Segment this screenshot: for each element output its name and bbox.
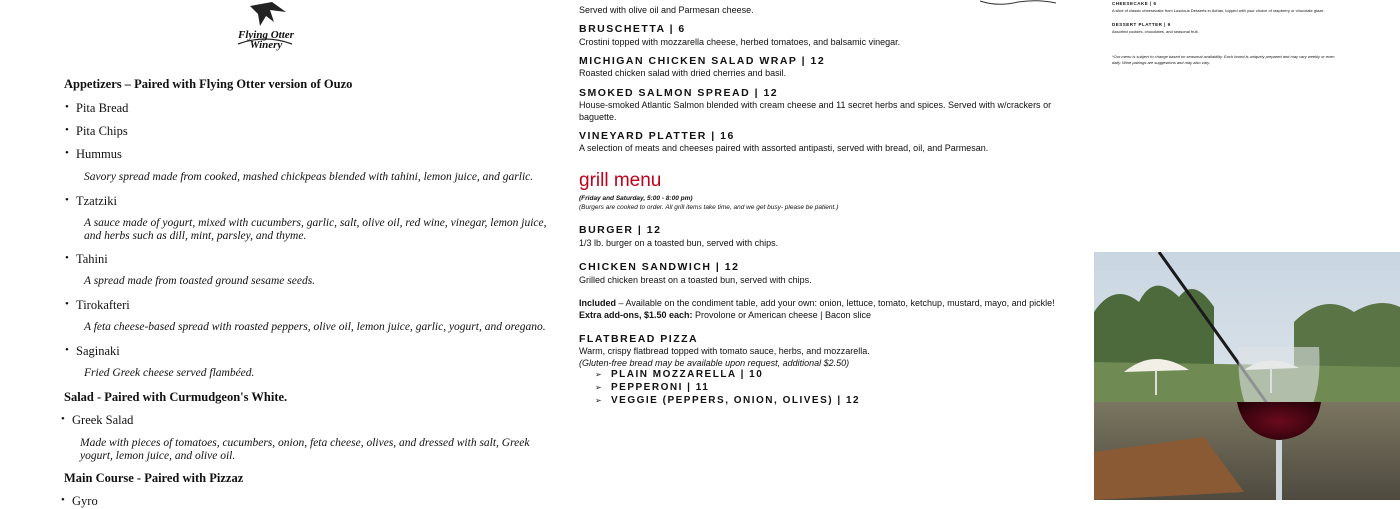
item-saginaki: • Saginaki: [76, 344, 120, 359]
flatbread-pizza-title: FLATBREAD PIZZA: [579, 333, 699, 345]
item-tzatziki: • Tzatziki: [76, 194, 117, 209]
arrow-bullet-icon: ➢: [595, 370, 602, 379]
winery-logo-fragment-icon: [978, 0, 1058, 6]
included-text: – Available on the condiment table, add your own: onion, lettuce, tomato, ketchup, mustard, mayo, and pickle!: [616, 298, 1055, 308]
menu-change-note-line2: daily. Wine pairings are suggestions and may also vary.: [1112, 60, 1211, 65]
item-tahini: • Tahini: [76, 252, 108, 267]
tirokafteri-description: A feta cheese-based spread with roasted peppers, olive oil, lemon juice, garlic, yogurt, and oregano.: [84, 321, 546, 333]
michigan-wrap-description: Roasted chicken salad with dried cherries and basil.: [579, 68, 787, 78]
tzatziki-description-line2: and herbs such as dill, mint, parsley, and thyme.: [84, 230, 307, 242]
heading-salad: Salad - Paired with Curmudgeon's White.: [64, 390, 288, 404]
wine-bar-menu-panel: [560, 0, 1095, 500]
olive-oil-note: Served with olive oil and Parmesan cheese.: [579, 5, 754, 15]
hummus-description: Savory spread made from cooked, mashed chickpeas blended with tahini, lemon juice, and garlic.: [84, 171, 534, 183]
heading-main-course: Main Course - Paired with Pizzaz: [64, 471, 244, 485]
arrow-bullet-icon: ➢: [595, 383, 602, 392]
cheesecake-title: CHEESECAKE | 6: [1112, 1, 1157, 6]
salmon-spread-description-line2: baguette.: [579, 112, 617, 122]
dessert-platter-description: Assorted cookies, chocolates, and seasonal fruit.: [1112, 29, 1199, 34]
wine-glass-photo: [1094, 252, 1400, 500]
item-pita-bread: • Pita Bread: [76, 101, 128, 116]
gluten-free-note: (Gluten-free bread may be available upon request, additional $2.50): [579, 358, 850, 368]
included-label: Included: [579, 298, 617, 308]
item-tirokafteri: • Tirokafteri: [76, 298, 130, 313]
extra-label: Extra add-ons, $1.50 each:: [579, 310, 693, 320]
arrow-bullet-icon: ➢: [595, 396, 602, 405]
item-gyro: • Gyro: [72, 494, 98, 509]
grill-hours-note: (Friday and Saturday, 5:00 - 8:00 pm): [579, 195, 693, 202]
vineyard-platter-description: A selection of meats and cheeses paired with assorted antipasti, served with bread, oil, and Parmesan.: [579, 143, 989, 153]
dessert-platter-title: DESSERT PLATTER | 9: [1112, 22, 1171, 27]
vineyard-platter-title: VINEYARD PLATTER | 16: [579, 130, 735, 142]
chicken-sandwich-title: CHICKEN SANDWICH | 12: [579, 261, 740, 273]
burger-description: 1/3 lb. burger on a toasted bun, served with chips.: [579, 238, 779, 248]
greek-salad-description-line1: Made with pieces of tomatoes, cucumbers, onion, feta cheese, olives, and dressed with salt, Greek: [80, 437, 530, 449]
condiments-note: [579, 297, 1055, 309]
logo-line1: Flying Otter: [238, 29, 294, 41]
extra-text: Provolone or American cheese | Bacon slice: [692, 310, 871, 320]
greek-salad-description-line2: yogurt, lemon juice, and olive oil.: [80, 450, 236, 462]
pizza-option-plain: PLAIN MOZZARELLA | 10: [611, 369, 764, 380]
dessert-menu-panel: [1105, 0, 1395, 250]
saginaki-description: Fried Greek cheese served flambéed.: [84, 367, 255, 379]
heading-appetizers: Appetizers – Paired with Flying Otter version of Ouzo: [64, 77, 353, 91]
pizza-option-veggie: VEGGIE (PEPPERS, ONION, OLIVES) | 12: [611, 395, 861, 406]
logo-line2: Winery: [249, 39, 283, 51]
bruschetta-description: Crostini topped with mozzarella cheese, herbed tomatoes, and balsamic vinegar.: [579, 37, 901, 47]
salmon-spread-description-line1: House-smoked Atlantic Salmon blended with cream cheese and 11 secret herbs and spices. Served with w/crackers or: [579, 100, 1052, 110]
michigan-wrap-title: MICHIGAN CHICKEN SALAD WRAP | 12: [579, 55, 826, 67]
flatbread-pizza-description: Warm, crispy flatbread topped with tomato sauce, herbs, and mozzarella.: [579, 346, 870, 356]
cheesecake-description: A slice of classic cheesecake from Luscious Desserts in Adrian, topped with your choice of raspberry or chocolate glaze.: [1112, 8, 1325, 13]
appetizer-menu-panel: [0, 0, 560, 508]
winery-logo-text: [236, 30, 296, 50]
bruschetta-title: BRUSCHETTA | 6: [579, 23, 686, 35]
item-hummus: • Hummus: [76, 147, 122, 162]
item-greek-salad: • Greek Salad: [72, 413, 133, 428]
tzatziki-description-line1: A sauce made of yogurt, mixed with cucumbers, garlic, salt, olive oil, red wine, vinegar, lemon juice,: [84, 217, 547, 229]
item-pita-chips: • Pita Chips: [76, 124, 128, 139]
menu-change-note-line1: *Our menu is subject to change based on seasonal availability. Each board is uniquely prepared and may vary weekly or even: [1112, 54, 1335, 59]
salmon-spread-title: SMOKED SALMON SPREAD | 12: [579, 87, 779, 99]
add-ons-note: [579, 309, 871, 321]
vineyard-scene-image: [1094, 252, 1400, 500]
pizza-option-pepperoni: PEPPERONI | 11: [611, 382, 710, 393]
grill-menu-title: grill menu: [579, 170, 662, 191]
chicken-sandwich-description: Grilled chicken breast on a toasted bun, served with chips.: [579, 275, 812, 285]
burger-title: BURGER | 12: [579, 224, 662, 236]
grill-wait-note: (Burgers are cooked to order. All grill items take time, and we get busy- please be patient.): [579, 204, 839, 211]
tahini-description: A spread made from toasted ground sesame seeds.: [84, 275, 316, 287]
